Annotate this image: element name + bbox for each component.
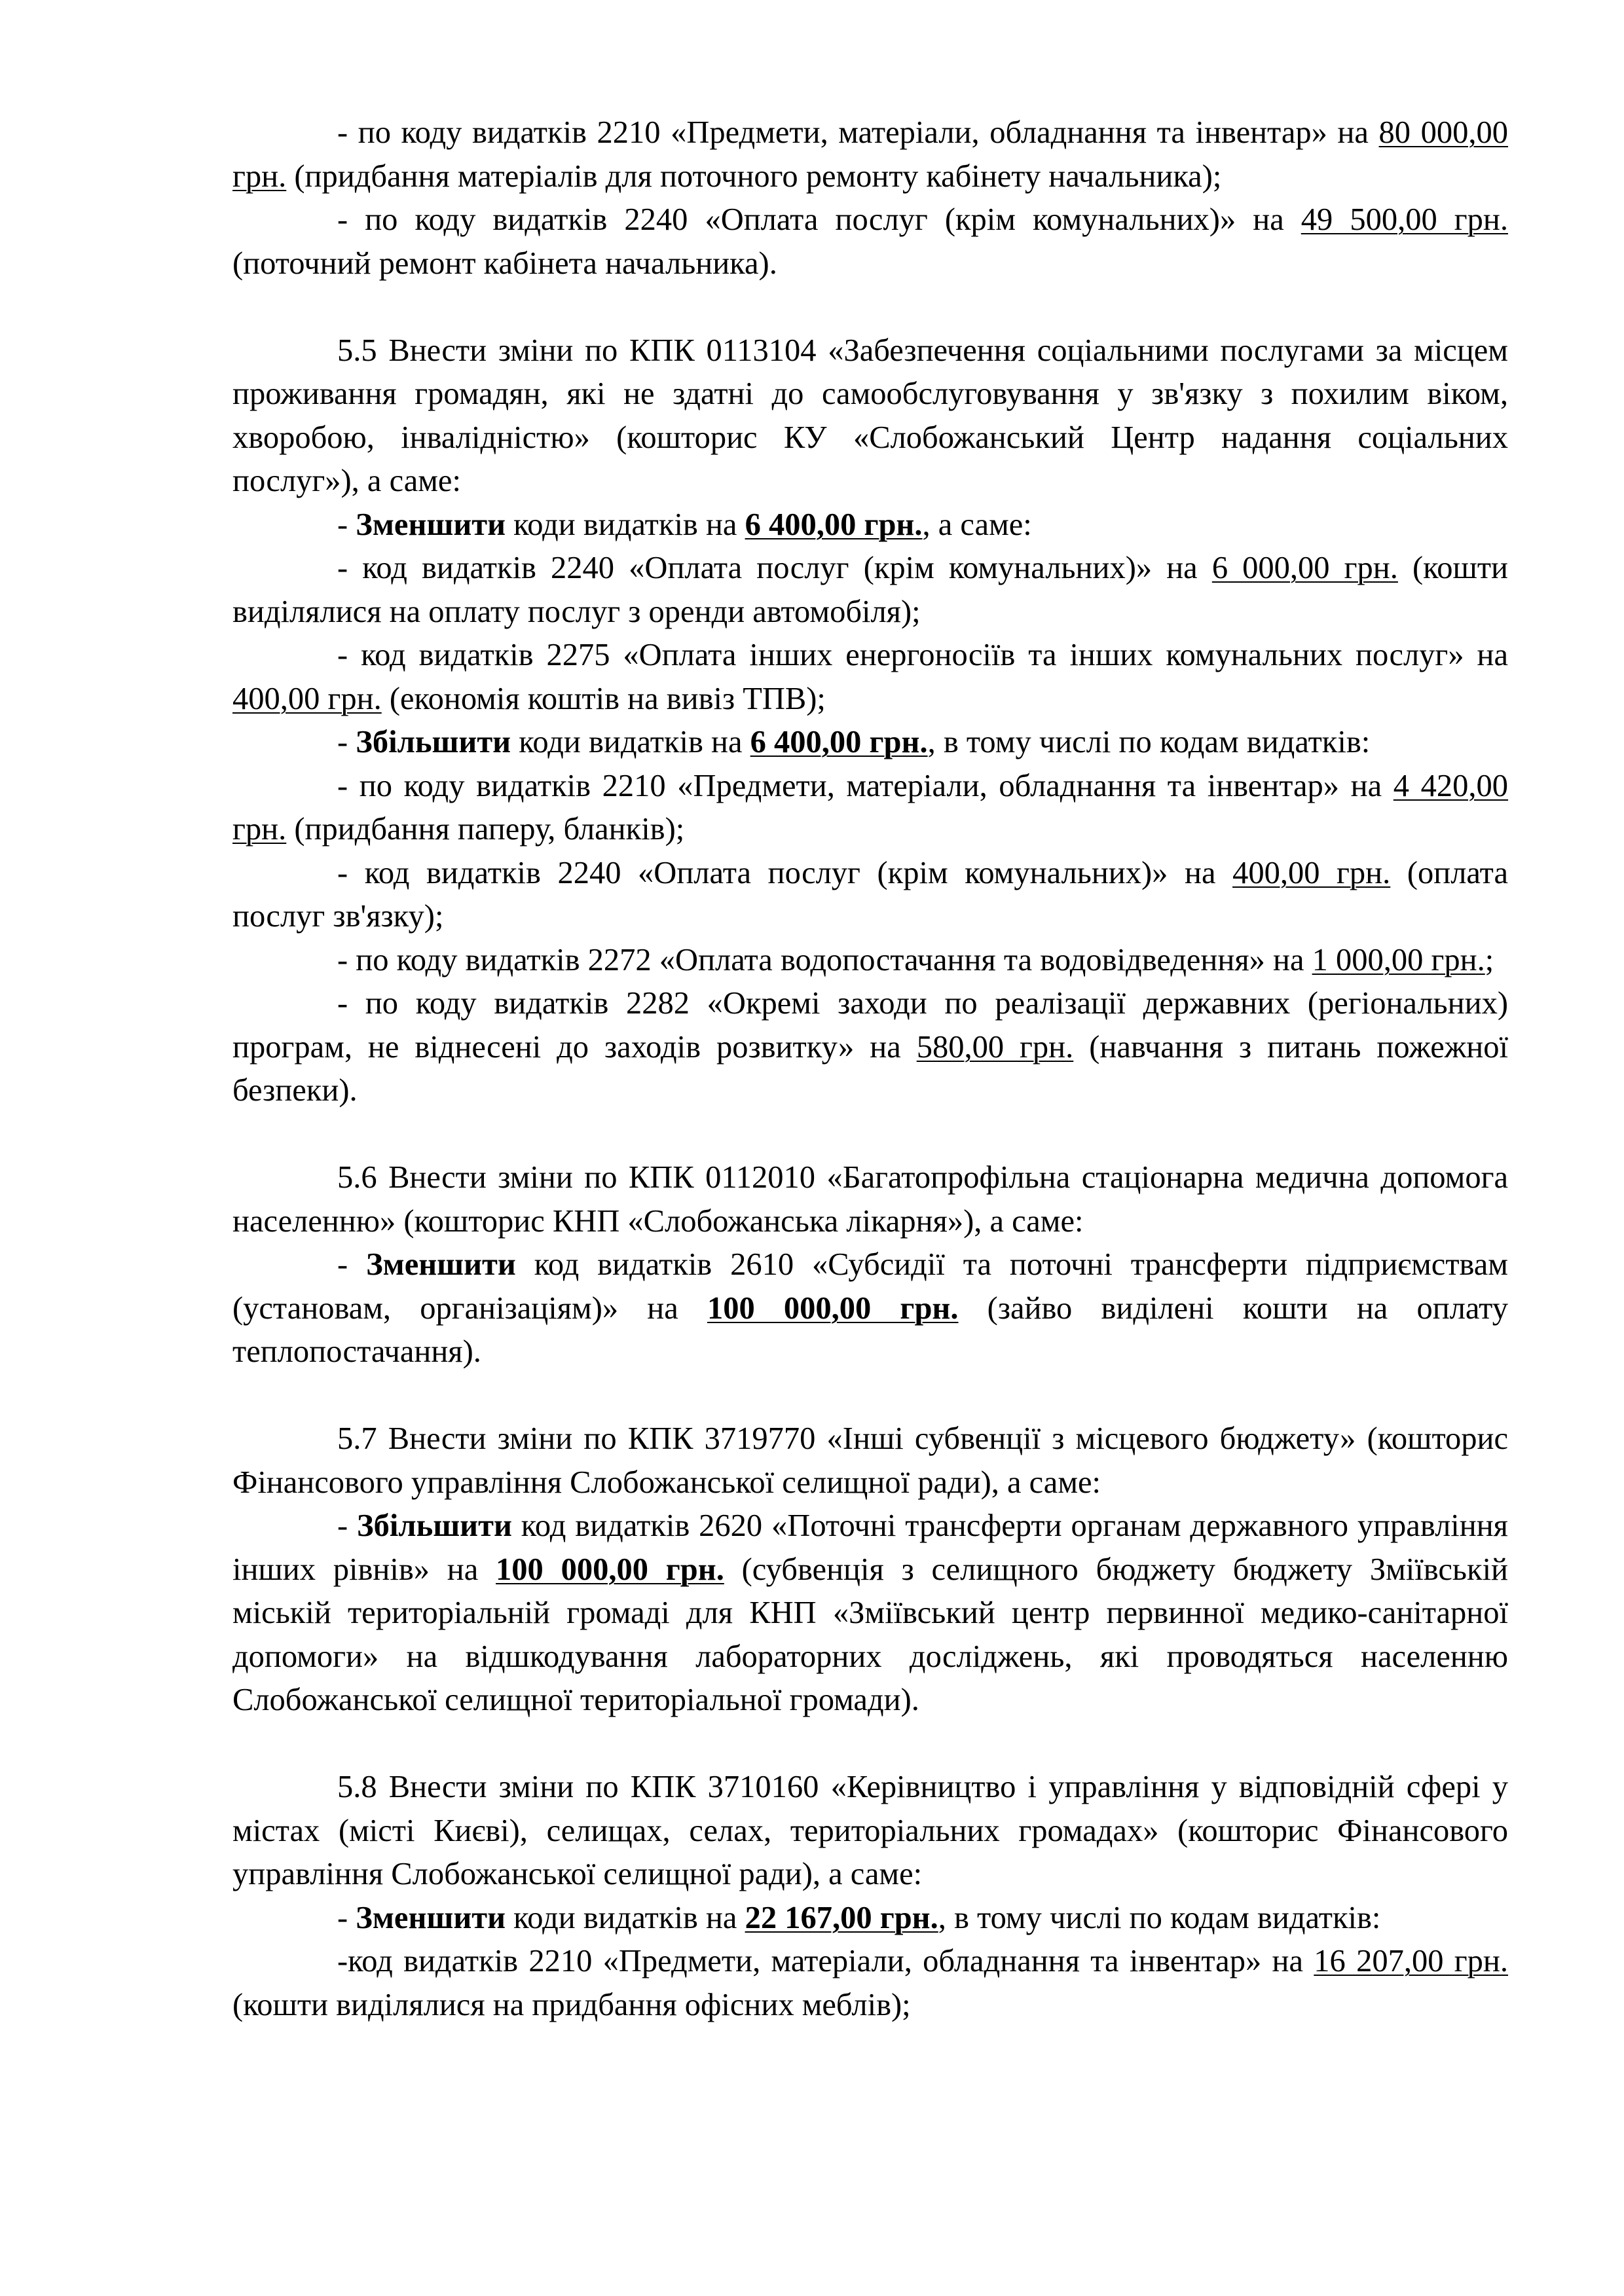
paragraph-p4 <box>232 503 1508 547</box>
paragraph-p7 <box>232 721 1508 765</box>
emphasis-text: Зменшити <box>356 507 506 542</box>
paragraph-p17 <box>232 1897 1508 1941</box>
text-segment: 5.7 Внести зміни по КПК 3719770 «Інші субвенції з місцевого бюджету» (кошторис Фінансового управління Слобожанської селищної ради), а саме: <box>232 1421 1508 1500</box>
text-segment: (оплата послуг зв'язку); <box>232 855 1508 934</box>
paragraph-p18 <box>232 1940 1508 2027</box>
paragraph-p2 <box>232 198 1508 285</box>
emphasis-text: Зменшити <box>366 1247 516 1282</box>
text-segment: (придбання матеріалів для поточного ремонту кабінету начальника); <box>286 158 1222 194</box>
amount-text: 6 000,00 грн. <box>1211 551 1398 585</box>
text-segment: (субвенція з селищного бюджету бюджету Зміївській міській територіальній громаді для КНП «Зміївський центр первинної медико-санітарної допомоги» на відшкодування лабораторних досліджень, які проводяться населенню Слобожанської селищної територіальної громади). <box>232 1552 1509 1717</box>
paragraph-p1 <box>232 111 1508 198</box>
amount-text: 400,00 грн. <box>232 681 382 716</box>
paragraph-p11 <box>232 982 1508 1113</box>
paragraph-spacer <box>232 285 1508 329</box>
text-segment: - <box>337 725 356 759</box>
paragraph-p6 <box>232 634 1508 721</box>
amount-text: 580,00 грн. <box>916 1029 1074 1065</box>
emphasis-text: Збільшити <box>356 725 511 759</box>
text-segment: , в тому числі по кодам видатків: <box>927 725 1371 759</box>
text-segment: - по коду видатків 2210 «Предмети, матеріали, обладнання та інвентар» на <box>337 768 1393 803</box>
amount-text: 16 207,00 грн. <box>1314 1944 1508 1978</box>
paragraph-p16 <box>232 1766 1508 1897</box>
text-segment: , в тому числі по кодам видатків: <box>938 1900 1381 1935</box>
text-segment: 5.6 Внести зміни по КПК 0112010 «Багатопрофільна стаціонарна медична допомога населенню» (кошторис КНП «Слобожанська лікарня»), а саме: <box>232 1160 1508 1239</box>
text-segment: - <box>337 1900 356 1935</box>
paragraph-spacer <box>232 1113 1508 1157</box>
text-segment: (кошти виділялися на оплату послуг з оренди автомобіля); <box>232 551 1509 629</box>
amount-text: 6 400,00 грн. <box>750 725 928 759</box>
emphasis-text: Збільшити <box>357 1508 512 1543</box>
text-segment: коди видатків на <box>506 1900 745 1935</box>
emphasis-text: Зменшити <box>356 1900 506 1935</box>
text-segment: , а саме: <box>922 507 1032 542</box>
text-segment: (кошти виділялися на придбання офісних меблів); <box>232 1987 911 2022</box>
text-segment: - <box>337 507 356 542</box>
amount-text: 100 000,00 грн. <box>496 1552 724 1587</box>
paragraph-p10 <box>232 939 1508 983</box>
text-segment: коди видатків на <box>511 725 750 759</box>
text-segment: - по коду видатків 2282 «Окремі заходи по реалізації державних (регіональних) програм, не віднесені до заходів розвитку» на <box>232 986 1508 1065</box>
amount-text: 49 500,00 грн. <box>1301 202 1508 237</box>
paragraph-spacer <box>232 1374 1508 1418</box>
amount-text: 6 400,00 грн. <box>745 507 923 542</box>
text-segment: код видатків 2620 «Поточні трансферти органам державного управління інших рівнів» на <box>232 1508 1508 1587</box>
amount-text: 22 167,00 грн. <box>745 1900 938 1935</box>
text-segment: -код видатків 2210 «Предмети, матеріали, обладнання та інвентар» на <box>337 1944 1314 1978</box>
text-segment: - код видатків 2275 «Оплата інших енергоносіїв та інших комунальних послуг» на <box>337 638 1508 672</box>
text-segment: - код видатків 2240 «Оплата послуг (крім комунальних)» на <box>337 551 1212 585</box>
amount-text: 100 000,00 грн. <box>707 1290 959 1326</box>
text-segment: 5.8 Внести зміни по КПК 3710160 «Керівництво і управління у відповідній сфері у містах (місті Києві), селищах, селах, територіальних громадах» (кошторис Фінансового управління Слобожанської селищної ради), а саме: <box>232 1770 1508 1891</box>
amount-text: 1 000,00 грн. <box>1312 942 1485 977</box>
text-segment: коди видатків на <box>506 507 745 542</box>
text-segment: код видатків 2610 «Субсидії та поточні трансферти підприємствам (установам, організаціям)» на <box>232 1247 1508 1326</box>
paragraph-spacer <box>232 1722 1508 1766</box>
paragraph-p14 <box>232 1417 1508 1504</box>
text-segment: (економія коштів на вивіз ТПВ); <box>381 681 826 716</box>
text-segment: - <box>337 1247 367 1282</box>
amount-text: 80 000,00 грн. <box>232 115 1508 194</box>
paragraph-p15 <box>232 1504 1508 1722</box>
amount-text: 400,00 грн. <box>1232 855 1391 890</box>
text-segment: ; <box>1485 942 1494 977</box>
paragraph-p8 <box>232 765 1508 852</box>
text-segment: (поточний ремонт кабінета начальника). <box>232 246 777 281</box>
text-segment: (зайво виділені кошти на оплату теплопостачання). <box>232 1290 1508 1369</box>
text-segment: - <box>337 1508 358 1543</box>
paragraph-p9 <box>232 852 1508 939</box>
text-segment: 5.5 Внести зміни по КПК 0113104 «Забезпечення соціальними послугами за місцем проживання громадян, які не здатні до самообслуговування у зв'язку з похилим віком, хворобою, інвалідністю» (кошторис КУ «Слобожанський Центр надання соціальних послуг»), а саме: <box>232 333 1508 498</box>
text-segment: (придбання паперу, бланків); <box>286 812 685 847</box>
paragraph-p13 <box>232 1243 1508 1374</box>
amount-text: 4 420,00 грн. <box>232 768 1509 847</box>
text-segment: - код видатків 2240 «Оплата послуг (крім комунальних)» на <box>337 855 1233 890</box>
paragraph-p5 <box>232 547 1508 634</box>
text-segment: (навчання з питань пожежної безпеки). <box>232 1029 1508 1108</box>
document-page <box>232 111 1508 2027</box>
paragraph-p3 <box>232 329 1508 503</box>
text-segment: - по коду видатків 2272 «Оплата водопостачання та водовідведення» на <box>337 942 1312 977</box>
text-segment: - по коду видатків 2240 «Оплата послуг (крім комунальних)» на <box>337 202 1301 237</box>
text-segment: - по коду видатків 2210 «Предмети, матеріали, обладнання та інвентар» на <box>337 115 1379 150</box>
paragraph-p12 <box>232 1156 1508 1243</box>
